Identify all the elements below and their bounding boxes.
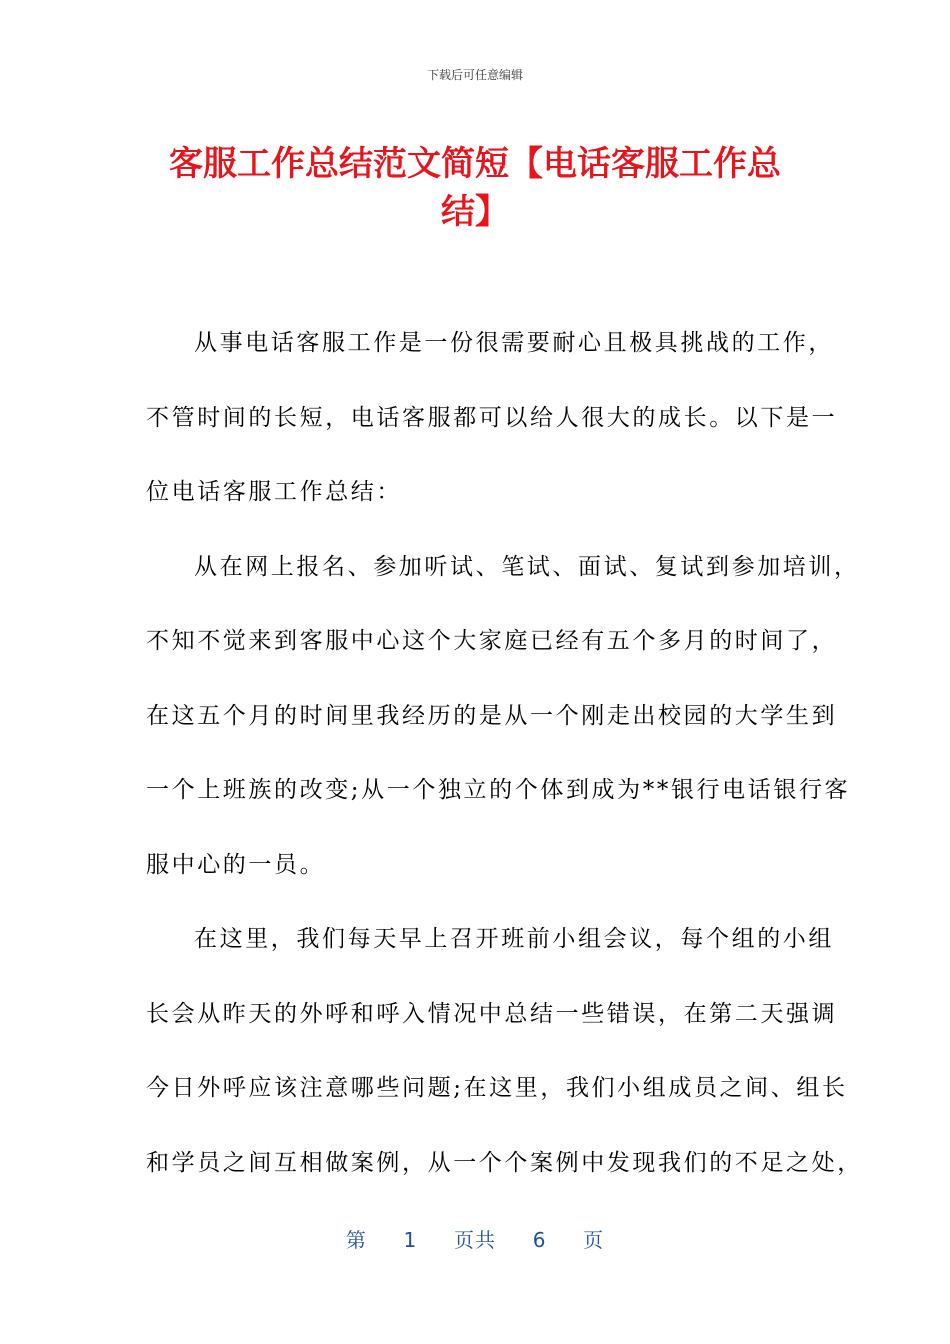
header-note: 下载后可任意编辑 xyxy=(426,68,523,82)
paragraph-1-line-1: 从事电话客服工作是一份很需要耐心且极具挑战的工作， xyxy=(194,330,834,356)
page-footer xyxy=(0,1224,950,1253)
paragraph-2-line-5: 服中心的一员。 xyxy=(146,851,326,878)
paragraph-2-line-4: 一个上班族的改变;从一个独立的个体到成为**银行电话银行客 xyxy=(146,777,851,803)
footer-current-page: 1 xyxy=(403,1228,418,1252)
paragraph-3-line-2: 长会从昨天的外呼和呼入情况中总结一些错误，在第二天强调 xyxy=(146,1000,838,1027)
paragraph-2-line-1: 从在网上报名、参加听试、笔试、面试、复试到参加培训， xyxy=(194,553,860,580)
paragraph-3-line-3: 今日外呼应该注意哪些问题;在这里，我们小组成员之间、组长 xyxy=(146,1075,848,1101)
footer-prefix: 第 xyxy=(345,1228,367,1252)
document-title-line-1: 客服工作总结范文简短【电话客服工作总 xyxy=(169,144,781,184)
paragraph-3-line-4: 和学员之间互相做案例，从一个个案例中发现我们的不足之处， xyxy=(146,1149,863,1176)
paragraph-1-line-2: 不管时间的长短，电话客服都可以给人很大的成长。以下是一 xyxy=(146,404,838,431)
paragraph-1-line-3: 位电话客服工作总结： xyxy=(146,479,402,505)
document-title xyxy=(145,140,805,236)
paragraph-3-line-1: 在这里，我们每天早上召开班前小组会议，每个组的小组 xyxy=(194,926,834,952)
footer-middle: 页共 xyxy=(454,1228,496,1252)
paragraph-2-line-3: 在这五个月的时间里我经历的是从一个刚走出校园的大学生到 xyxy=(146,702,838,729)
paragraph-2-line-2: 不知不觉来到客服中心这个大家庭已经有五个多月的时间了， xyxy=(146,628,838,654)
document-title-line-2: 结】 xyxy=(441,192,509,232)
footer-suffix: 页 xyxy=(583,1228,605,1252)
footer-total-pages: 6 xyxy=(532,1228,547,1252)
document-body xyxy=(146,306,863,1200)
